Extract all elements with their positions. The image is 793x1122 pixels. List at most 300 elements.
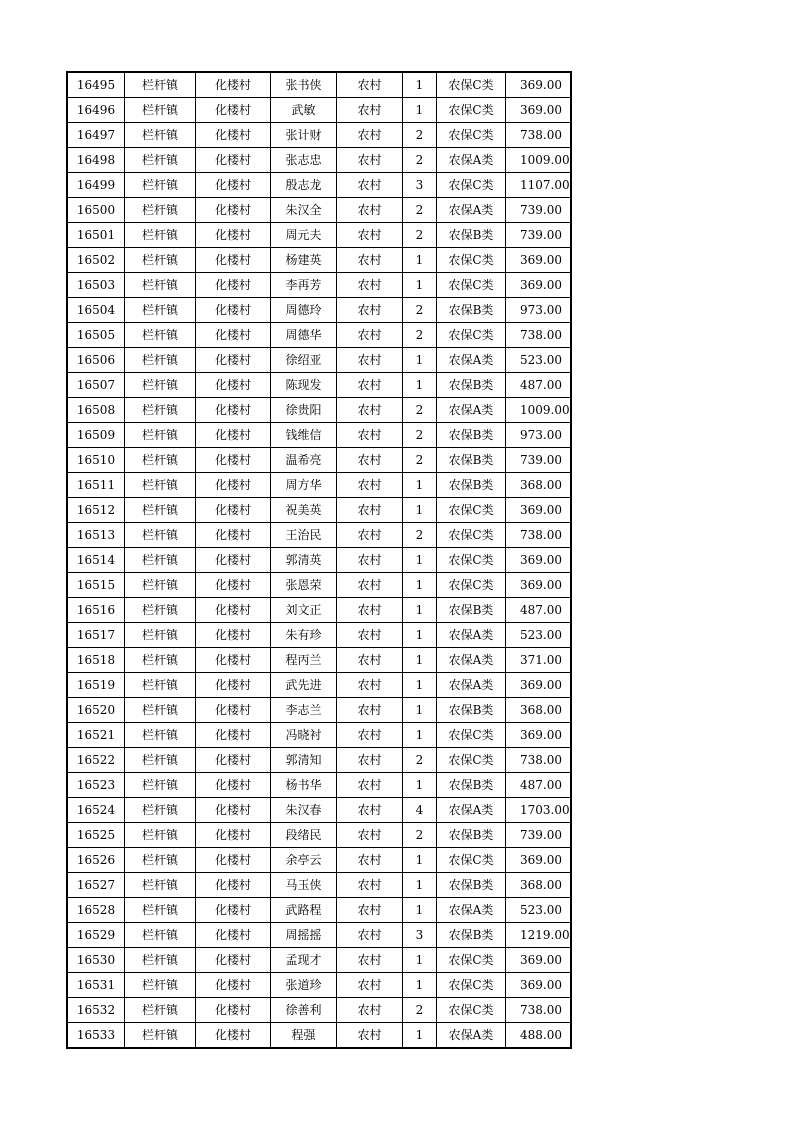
amount-value: 369.00 [520, 578, 562, 592]
category-cell: 农保A类 [437, 898, 506, 923]
amount-cell [506, 323, 572, 348]
amount-cell [506, 98, 572, 123]
name-cell: 杨建英 [271, 248, 337, 273]
table-row [67, 273, 571, 298]
category-cell: 农保A类 [437, 398, 506, 423]
village-cell: 化楼村 [196, 223, 271, 248]
row-id-cell: 16531 [67, 973, 125, 998]
name-cell: 陈现发 [271, 373, 337, 398]
amount-value: 369.00 [520, 953, 562, 967]
table-row [67, 923, 571, 948]
area-type-cell: 农村 [337, 123, 403, 148]
row-id-cell: 16501 [67, 223, 125, 248]
name-cell: 武敏 [271, 98, 337, 123]
amount-value: 369.00 [520, 728, 562, 742]
village-cell: 化楼村 [196, 773, 271, 798]
town-cell: 栏杆镇 [125, 798, 196, 823]
amount-value: 369.00 [520, 553, 562, 567]
row-id-cell: 16528 [67, 898, 125, 923]
table-row [67, 173, 571, 198]
count-cell: 1 [403, 623, 437, 648]
data-table [66, 71, 572, 1049]
area-type-cell: 农村 [337, 698, 403, 723]
area-type-cell: 农村 [337, 198, 403, 223]
table-row [67, 373, 571, 398]
count-cell: 2 [403, 223, 437, 248]
amount-value: 368.00 [520, 478, 562, 492]
town-cell: 栏杆镇 [125, 123, 196, 148]
count-cell: 2 [403, 123, 437, 148]
name-cell: 冯晓衬 [271, 723, 337, 748]
amount-cell [506, 598, 572, 623]
category-cell: 农保A类 [437, 648, 506, 673]
village-cell: 化楼村 [196, 623, 271, 648]
area-type-cell: 农村 [337, 798, 403, 823]
count-cell: 1 [403, 1023, 437, 1049]
amount-value: 523.00 [520, 903, 562, 917]
row-id-cell: 16503 [67, 273, 125, 298]
count-cell: 1 [403, 72, 437, 98]
category-cell: 农保A类 [437, 673, 506, 698]
amount-cell [506, 723, 572, 748]
village-cell: 化楼村 [196, 698, 271, 723]
category-cell: 农保C类 [437, 948, 506, 973]
village-cell: 化楼村 [196, 473, 271, 498]
amount-value: 1009.00 [520, 403, 570, 417]
village-cell: 化楼村 [196, 748, 271, 773]
village-cell: 化楼村 [196, 598, 271, 623]
name-cell: 刘文正 [271, 598, 337, 623]
category-cell: 农保B类 [437, 373, 506, 398]
amount-cell [506, 823, 572, 848]
village-cell: 化楼村 [196, 848, 271, 873]
town-cell: 栏杆镇 [125, 598, 196, 623]
count-cell: 1 [403, 473, 437, 498]
row-id-cell: 16502 [67, 248, 125, 273]
town-cell: 栏杆镇 [125, 98, 196, 123]
name-cell: 张恩荣 [271, 573, 337, 598]
name-cell: 徐绍亚 [271, 348, 337, 373]
category-cell: 农保A类 [437, 1023, 506, 1049]
area-type-cell: 农村 [337, 248, 403, 273]
area-type-cell: 农村 [337, 948, 403, 973]
town-cell: 栏杆镇 [125, 173, 196, 198]
area-type-cell: 农村 [337, 998, 403, 1023]
category-cell: 农保B类 [437, 423, 506, 448]
name-cell: 周德玲 [271, 298, 337, 323]
town-cell: 栏杆镇 [125, 373, 196, 398]
amount-cell [506, 123, 572, 148]
row-id-cell: 16526 [67, 848, 125, 873]
name-cell: 段绪民 [271, 823, 337, 848]
table-row [67, 98, 571, 123]
amount-cell [506, 398, 572, 423]
village-cell: 化楼村 [196, 723, 271, 748]
name-cell: 程丙兰 [271, 648, 337, 673]
count-cell: 1 [403, 548, 437, 573]
count-cell: 1 [403, 698, 437, 723]
area-type-cell: 农村 [337, 72, 403, 98]
row-id-cell: 16511 [67, 473, 125, 498]
town-cell: 栏杆镇 [125, 873, 196, 898]
amount-value: 369.00 [520, 253, 562, 267]
count-cell: 1 [403, 373, 437, 398]
table-row [67, 698, 571, 723]
row-id-cell: 16521 [67, 723, 125, 748]
category-cell: 农保C类 [437, 72, 506, 98]
village-cell: 化楼村 [196, 898, 271, 923]
table-row [67, 898, 571, 923]
table-row [67, 448, 571, 473]
table-row [67, 523, 571, 548]
amount-value: 369.00 [520, 78, 562, 92]
area-type-cell: 农村 [337, 398, 403, 423]
town-cell: 栏杆镇 [125, 573, 196, 598]
village-cell: 化楼村 [196, 373, 271, 398]
row-id-cell: 16506 [67, 348, 125, 373]
village-cell: 化楼村 [196, 348, 271, 373]
town-cell: 栏杆镇 [125, 448, 196, 473]
amount-value: 973.00 [520, 428, 562, 442]
row-id-cell: 16515 [67, 573, 125, 598]
village-cell: 化楼村 [196, 548, 271, 573]
row-id-cell: 16500 [67, 198, 125, 223]
area-type-cell: 农村 [337, 323, 403, 348]
area-type-cell: 农村 [337, 573, 403, 598]
amount-value: 369.00 [520, 503, 562, 517]
row-id-cell: 16529 [67, 923, 125, 948]
count-cell: 1 [403, 348, 437, 373]
village-cell: 化楼村 [196, 673, 271, 698]
town-cell: 栏杆镇 [125, 298, 196, 323]
area-type-cell: 农村 [337, 473, 403, 498]
row-id-cell: 16520 [67, 698, 125, 723]
name-cell: 王治民 [271, 523, 337, 548]
area-type-cell: 农村 [337, 973, 403, 998]
count-cell: 2 [403, 448, 437, 473]
area-type-cell: 农村 [337, 923, 403, 948]
area-type-cell: 农村 [337, 148, 403, 173]
category-cell: 农保A类 [437, 623, 506, 648]
amount-cell [506, 148, 572, 173]
category-cell: 农保B类 [437, 873, 506, 898]
village-cell: 化楼村 [196, 198, 271, 223]
table-row [67, 773, 571, 798]
amount-cell [506, 273, 572, 298]
count-cell: 2 [403, 398, 437, 423]
table-row [67, 673, 571, 698]
village-cell: 化楼村 [196, 448, 271, 473]
area-type-cell: 农村 [337, 898, 403, 923]
table-row [67, 198, 571, 223]
area-type-cell: 农村 [337, 823, 403, 848]
row-id-cell: 16510 [67, 448, 125, 473]
town-cell: 栏杆镇 [125, 948, 196, 973]
village-cell: 化楼村 [196, 423, 271, 448]
category-cell: 农保C类 [437, 723, 506, 748]
name-cell: 钱维信 [271, 423, 337, 448]
count-cell: 1 [403, 573, 437, 598]
table-row [67, 723, 571, 748]
row-id-cell: 16530 [67, 948, 125, 973]
village-cell: 化楼村 [196, 1023, 271, 1049]
village-cell: 化楼村 [196, 148, 271, 173]
village-cell: 化楼村 [196, 573, 271, 598]
row-id-cell: 16505 [67, 323, 125, 348]
name-cell: 杨书华 [271, 773, 337, 798]
amount-value: 738.00 [520, 1003, 562, 1017]
table-row [67, 498, 571, 523]
table-row [67, 123, 571, 148]
name-cell: 李再芳 [271, 273, 337, 298]
village-cell: 化楼村 [196, 173, 271, 198]
category-cell: 农保C类 [437, 498, 506, 523]
area-type-cell: 农村 [337, 873, 403, 898]
category-cell: 农保A类 [437, 148, 506, 173]
name-cell: 祝美英 [271, 498, 337, 523]
amount-value: 488.00 [520, 1028, 562, 1042]
town-cell: 栏杆镇 [125, 498, 196, 523]
name-cell: 张志忠 [271, 148, 337, 173]
amount-value: 368.00 [520, 703, 562, 717]
area-type-cell: 农村 [337, 98, 403, 123]
area-type-cell: 农村 [337, 548, 403, 573]
table-row [67, 348, 571, 373]
village-cell: 化楼村 [196, 98, 271, 123]
amount-cell [506, 973, 572, 998]
town-cell: 栏杆镇 [125, 473, 196, 498]
name-cell: 张道珍 [271, 973, 337, 998]
category-cell: 农保C类 [437, 848, 506, 873]
table-row [67, 248, 571, 273]
category-cell: 农保B类 [437, 698, 506, 723]
amount-cell [506, 423, 572, 448]
area-type-cell: 农村 [337, 223, 403, 248]
row-id-cell: 16495 [67, 72, 125, 98]
category-cell: 农保C类 [437, 523, 506, 548]
town-cell: 栏杆镇 [125, 648, 196, 673]
count-cell: 1 [403, 873, 437, 898]
village-cell: 化楼村 [196, 248, 271, 273]
row-id-cell: 16519 [67, 673, 125, 698]
category-cell: 农保B类 [437, 598, 506, 623]
village-cell: 化楼村 [196, 498, 271, 523]
amount-cell [506, 348, 572, 373]
count-cell: 2 [403, 823, 437, 848]
count-cell: 1 [403, 773, 437, 798]
count-cell: 3 [403, 173, 437, 198]
amount-cell [506, 998, 572, 1023]
village-cell: 化楼村 [196, 923, 271, 948]
table-row [67, 648, 571, 673]
count-cell: 1 [403, 273, 437, 298]
table-row [67, 873, 571, 898]
category-cell: 农保C类 [437, 273, 506, 298]
town-cell: 栏杆镇 [125, 623, 196, 648]
town-cell: 栏杆镇 [125, 723, 196, 748]
town-cell: 栏杆镇 [125, 548, 196, 573]
village-cell: 化楼村 [196, 298, 271, 323]
table-row [67, 548, 571, 573]
amount-value: 739.00 [520, 828, 562, 842]
town-cell: 栏杆镇 [125, 748, 196, 773]
amount-cell [506, 673, 572, 698]
count-cell: 1 [403, 648, 437, 673]
amount-cell [506, 623, 572, 648]
amount-value: 738.00 [520, 328, 562, 342]
area-type-cell: 农村 [337, 598, 403, 623]
town-cell: 栏杆镇 [125, 848, 196, 873]
amount-value: 369.00 [520, 978, 562, 992]
village-cell: 化楼村 [196, 973, 271, 998]
table-body [67, 72, 571, 1048]
table-row [67, 423, 571, 448]
category-cell: 农保C类 [437, 123, 506, 148]
count-cell: 1 [403, 973, 437, 998]
category-cell: 农保B类 [437, 823, 506, 848]
category-cell: 农保C类 [437, 548, 506, 573]
amount-value: 738.00 [520, 753, 562, 767]
amount-cell [506, 223, 572, 248]
area-type-cell: 农村 [337, 1023, 403, 1049]
amount-value: 487.00 [520, 778, 562, 792]
row-id-cell: 16504 [67, 298, 125, 323]
amount-cell [506, 173, 572, 198]
area-type-cell: 农村 [337, 648, 403, 673]
count-cell: 2 [403, 148, 437, 173]
amount-value: 369.00 [520, 103, 562, 117]
town-cell: 栏杆镇 [125, 923, 196, 948]
row-id-cell: 16525 [67, 823, 125, 848]
town-cell: 栏杆镇 [125, 773, 196, 798]
village-cell: 化楼村 [196, 823, 271, 848]
amount-cell [506, 798, 572, 823]
name-cell: 郭清知 [271, 748, 337, 773]
count-cell: 2 [403, 423, 437, 448]
town-cell: 栏杆镇 [125, 673, 196, 698]
amount-cell [506, 248, 572, 273]
area-type-cell: 农村 [337, 848, 403, 873]
amount-cell [506, 473, 572, 498]
name-cell: 周方华 [271, 473, 337, 498]
amount-value: 739.00 [520, 228, 562, 242]
amount-value: 369.00 [520, 278, 562, 292]
name-cell: 程强 [271, 1023, 337, 1049]
table-row [67, 848, 571, 873]
category-cell: 农保A类 [437, 348, 506, 373]
town-cell: 栏杆镇 [125, 398, 196, 423]
name-cell: 徐善利 [271, 998, 337, 1023]
amount-value: 487.00 [520, 603, 562, 617]
area-type-cell: 农村 [337, 723, 403, 748]
amount-value: 739.00 [520, 203, 562, 217]
amount-value: 368.00 [520, 878, 562, 892]
name-cell: 郭清英 [271, 548, 337, 573]
name-cell: 周德华 [271, 323, 337, 348]
amount-cell [506, 873, 572, 898]
row-id-cell: 16507 [67, 373, 125, 398]
area-type-cell: 农村 [337, 348, 403, 373]
town-cell: 栏杆镇 [125, 523, 196, 548]
count-cell: 1 [403, 673, 437, 698]
town-cell: 栏杆镇 [125, 148, 196, 173]
area-type-cell: 农村 [337, 523, 403, 548]
category-cell: 农保C类 [437, 573, 506, 598]
amount-cell [506, 898, 572, 923]
amount-value: 523.00 [520, 628, 562, 642]
area-type-cell: 农村 [337, 673, 403, 698]
category-cell: 农保B类 [437, 923, 506, 948]
amount-value: 738.00 [520, 528, 562, 542]
area-type-cell: 农村 [337, 373, 403, 398]
table-row [67, 798, 571, 823]
amount-cell [506, 773, 572, 798]
category-cell: 农保C类 [437, 98, 506, 123]
row-id-cell: 16527 [67, 873, 125, 898]
amount-cell [506, 648, 572, 673]
category-cell: 农保A类 [437, 198, 506, 223]
amount-value: 1219.00 [520, 928, 570, 942]
category-cell: 农保C类 [437, 323, 506, 348]
village-cell: 化楼村 [196, 273, 271, 298]
table-row [67, 148, 571, 173]
amount-cell [506, 748, 572, 773]
category-cell: 农保C类 [437, 998, 506, 1023]
name-cell: 温希亮 [271, 448, 337, 473]
amount-cell [506, 848, 572, 873]
area-type-cell: 农村 [337, 423, 403, 448]
village-cell: 化楼村 [196, 398, 271, 423]
town-cell: 栏杆镇 [125, 898, 196, 923]
row-id-cell: 16516 [67, 598, 125, 623]
row-id-cell: 16509 [67, 423, 125, 448]
town-cell: 栏杆镇 [125, 998, 196, 1023]
row-id-cell: 16523 [67, 773, 125, 798]
table-row [67, 623, 571, 648]
count-cell: 2 [403, 998, 437, 1023]
amount-value: 487.00 [520, 378, 562, 392]
table-row [67, 598, 571, 623]
town-cell: 栏杆镇 [125, 273, 196, 298]
amount-value: 973.00 [520, 303, 562, 317]
category-cell: 农保B类 [437, 298, 506, 323]
area-type-cell: 农村 [337, 748, 403, 773]
town-cell: 栏杆镇 [125, 698, 196, 723]
village-cell: 化楼村 [196, 648, 271, 673]
table-row [67, 473, 571, 498]
name-cell: 张书侠 [271, 72, 337, 98]
amount-value: 369.00 [520, 853, 562, 867]
name-cell: 李志兰 [271, 698, 337, 723]
town-cell: 栏杆镇 [125, 823, 196, 848]
count-cell: 1 [403, 948, 437, 973]
row-id-cell: 16522 [67, 748, 125, 773]
amount-cell [506, 523, 572, 548]
name-cell: 武先进 [271, 673, 337, 698]
village-cell: 化楼村 [196, 998, 271, 1023]
name-cell: 余亭云 [271, 848, 337, 873]
row-id-cell: 16514 [67, 548, 125, 573]
table-row [67, 973, 571, 998]
name-cell: 武路程 [271, 898, 337, 923]
category-cell: 农保B类 [437, 448, 506, 473]
name-cell: 马玉侠 [271, 873, 337, 898]
amount-cell [506, 373, 572, 398]
category-cell: 农保C类 [437, 973, 506, 998]
amount-value: 1009.00 [520, 153, 570, 167]
row-id-cell: 16533 [67, 1023, 125, 1049]
row-id-cell: 16524 [67, 798, 125, 823]
